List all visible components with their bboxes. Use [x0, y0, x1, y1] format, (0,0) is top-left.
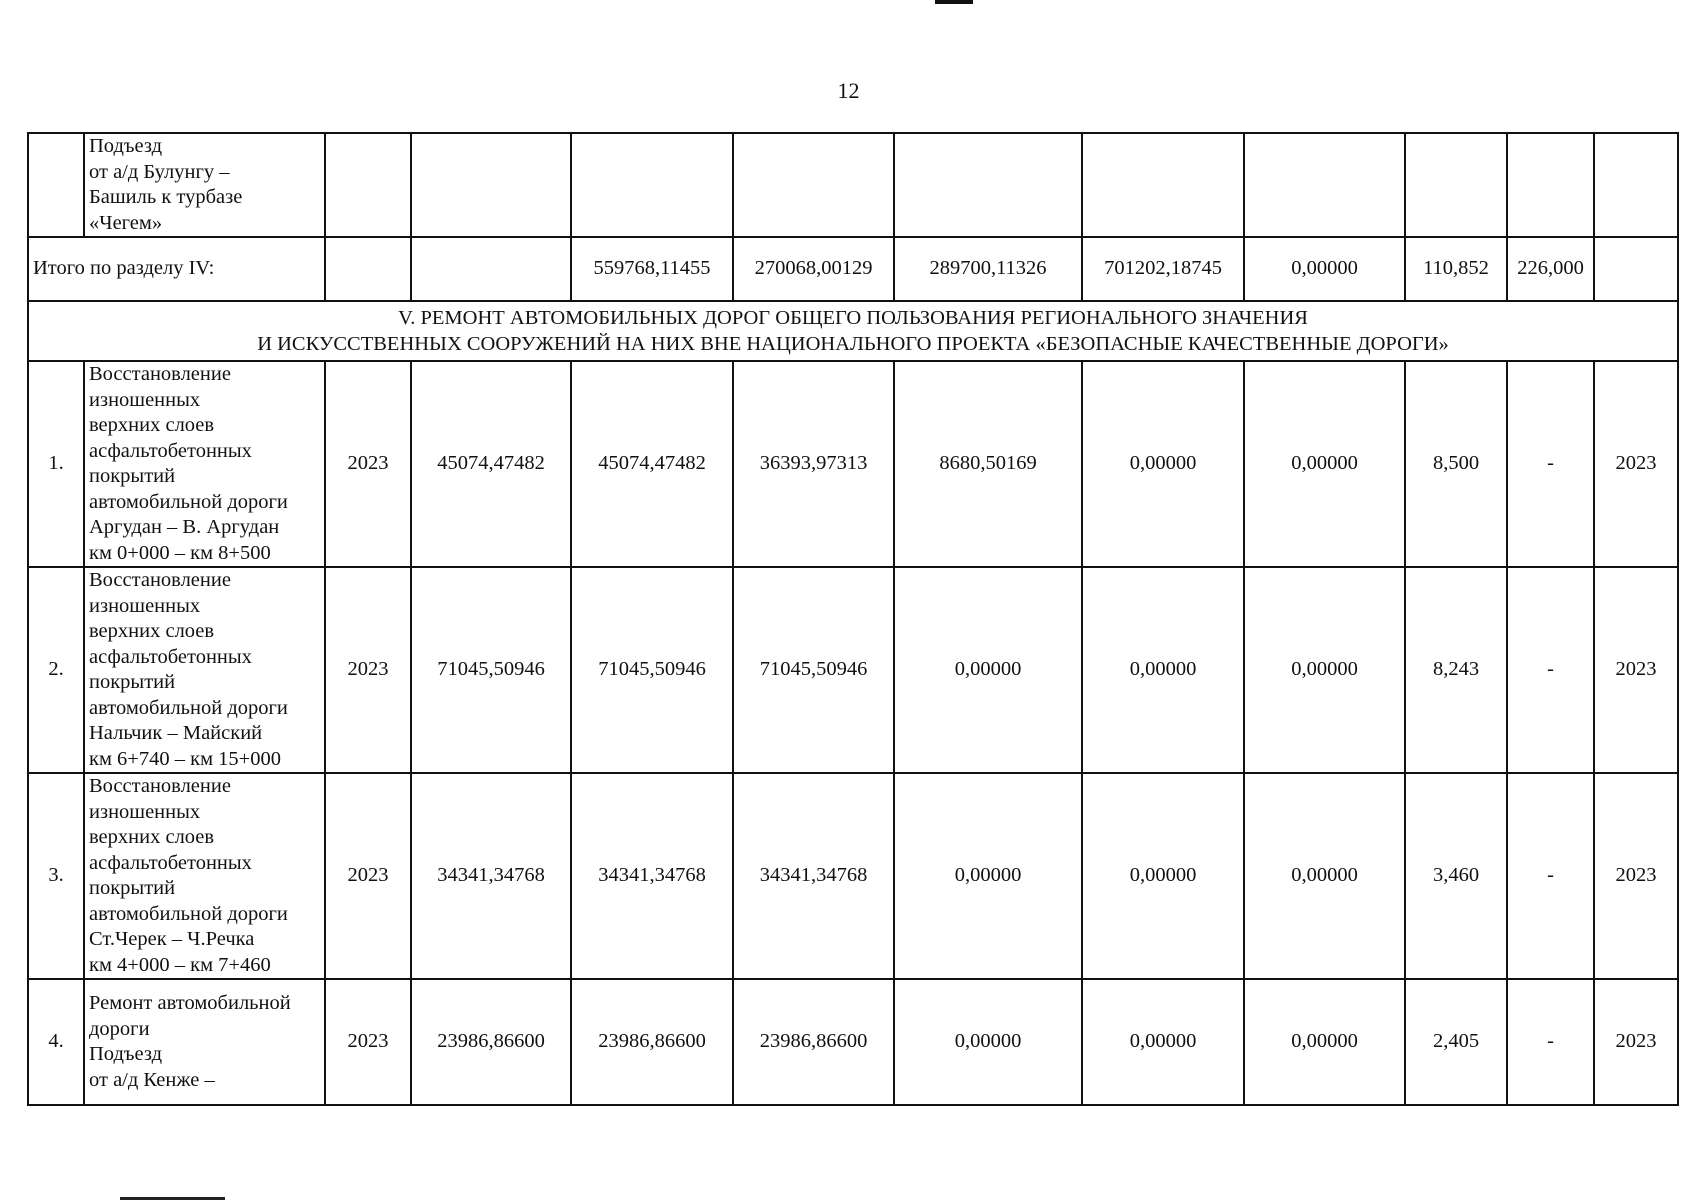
total-value-4: 701202,18745	[1082, 237, 1244, 301]
cell-km: 8,500	[1405, 361, 1507, 567]
cell-empty	[733, 133, 894, 237]
cell-year: 2023	[325, 567, 411, 773]
cell-object-name: Ремонт автомобильной дороги Подъезд от а/д Кенже –	[84, 979, 325, 1105]
cell-value-3: 71045,50946	[733, 567, 894, 773]
cell-value-1: 34341,34768	[411, 773, 571, 979]
cell-empty	[411, 237, 571, 301]
cell-end-year: 2023	[1594, 567, 1678, 773]
total-value-6: 110,852	[1405, 237, 1507, 301]
cell-value-4: 0,00000	[894, 567, 1082, 773]
section-v-title	[28, 301, 1678, 361]
cell-value-1: 45074,47482	[411, 361, 571, 567]
section-v-line-1: V. РЕМОНТ АВТОМОБИЛЬНЫХ ДОРОГ ОБЩЕГО ПОЛЬЗОВАНИЯ РЕГИОНАЛЬНОГО ЗНАЧЕНИЯ	[398, 307, 1308, 329]
cell-value-2: 71045,50946	[571, 567, 733, 773]
cell-dash: -	[1507, 979, 1594, 1105]
cell-value-5: 0,00000	[1082, 979, 1244, 1105]
cell-value-6: 0,00000	[1244, 979, 1405, 1105]
cell-end-year: 2023	[1594, 979, 1678, 1105]
cell-value-5: 0,00000	[1082, 361, 1244, 567]
section-v-line-2: И ИСКУССТВЕННЫХ СООРУЖЕНИЙ НА НИХ ВНЕ НАЦИОНАЛЬНОГО ПРОЕКТА «БЕЗОПАСНЫЕ КАЧЕСТВЕННЫЕ ДОРОГИ»	[257, 333, 1449, 355]
cell-value-3: 23986,86600	[733, 979, 894, 1105]
cell-empty	[1594, 133, 1678, 237]
cell-num: 3.	[28, 773, 84, 979]
cell-object-name: Восстановление изношенных верхних слоев асфальтобетонных покрытий автомобильной дороги Аргудан – В. Аргудан км 0+000 – км 8+500	[84, 361, 325, 567]
cell-dash: -	[1507, 567, 1594, 773]
cell-empty	[894, 133, 1082, 237]
cell-dash: -	[1507, 773, 1594, 979]
scan-mark-top	[935, 0, 973, 4]
cell-value-5: 0,00000	[1082, 567, 1244, 773]
cell-km: 3,460	[1405, 773, 1507, 979]
cell-value-4: 0,00000	[894, 979, 1082, 1105]
cell-num: 1.	[28, 361, 84, 567]
cell-num: 4.	[28, 979, 84, 1105]
total-value-7: 226,000	[1507, 237, 1594, 301]
cell-object-name: Подъезд от а/д Булунгу – Башиль к турбазе «Чегем»	[84, 133, 325, 237]
cell-object-name: Восстановление изношенных верхних слоев асфальтобетонных покрытий автомобильной дороги Нальчик – Майский км 6+740 – км 15+000	[84, 567, 325, 773]
cell-value-3: 34341,34768	[733, 773, 894, 979]
cell-km: 8,243	[1405, 567, 1507, 773]
cell-empty	[1405, 133, 1507, 237]
cell-year: 2023	[325, 361, 411, 567]
cell-end-year: 2023	[1594, 773, 1678, 979]
cell-year: 2023	[325, 773, 411, 979]
total-value-3: 289700,11326	[894, 237, 1082, 301]
cell-num: 2.	[28, 567, 84, 773]
cell-end-year: 2023	[1594, 361, 1678, 567]
cell-num	[28, 133, 84, 237]
works-table	[27, 132, 1679, 1106]
cell-value-2: 23986,86600	[571, 979, 733, 1105]
cell-empty	[1507, 133, 1594, 237]
cell-km: 2,405	[1405, 979, 1507, 1105]
cell-empty	[1082, 133, 1244, 237]
total-label: Итого по разделу IV:	[28, 237, 325, 301]
table-row	[28, 567, 1678, 773]
cell-empty	[1244, 133, 1405, 237]
table-row	[28, 773, 1678, 979]
cell-value-6: 0,00000	[1244, 361, 1405, 567]
section-header-row	[28, 301, 1678, 361]
cell-empty	[1594, 237, 1678, 301]
cell-value-5: 0,00000	[1082, 773, 1244, 979]
cell-empty	[411, 133, 571, 237]
table-row-total	[28, 237, 1678, 301]
cell-value-1: 23986,86600	[411, 979, 571, 1105]
table-row-continuation	[28, 133, 1678, 237]
cell-empty	[325, 133, 411, 237]
cell-value-2: 34341,34768	[571, 773, 733, 979]
total-value-2: 270068,00129	[733, 237, 894, 301]
total-value-1: 559768,11455	[571, 237, 733, 301]
cell-value-6: 0,00000	[1244, 773, 1405, 979]
total-value-5: 0,00000	[1244, 237, 1405, 301]
page-number: 12	[837, 78, 860, 103]
cell-value-1: 71045,50946	[411, 567, 571, 773]
cell-value-6: 0,00000	[1244, 567, 1405, 773]
cell-value-2: 45074,47482	[571, 361, 733, 567]
table-row	[28, 979, 1678, 1105]
cell-year: 2023	[325, 979, 411, 1105]
cell-value-4: 0,00000	[894, 773, 1082, 979]
cell-object-name: Восстановление изношенных верхних слоев асфальтобетонных покрытий автомобильной дороги Ст.Черек – Ч.Речка км 4+000 – км 7+460	[84, 773, 325, 979]
cell-empty	[571, 133, 733, 237]
cell-empty	[325, 237, 411, 301]
cell-dash: -	[1507, 361, 1594, 567]
cell-value-4: 8680,50169	[894, 361, 1082, 567]
cell-value-3: 36393,97313	[733, 361, 894, 567]
table-row	[28, 361, 1678, 567]
